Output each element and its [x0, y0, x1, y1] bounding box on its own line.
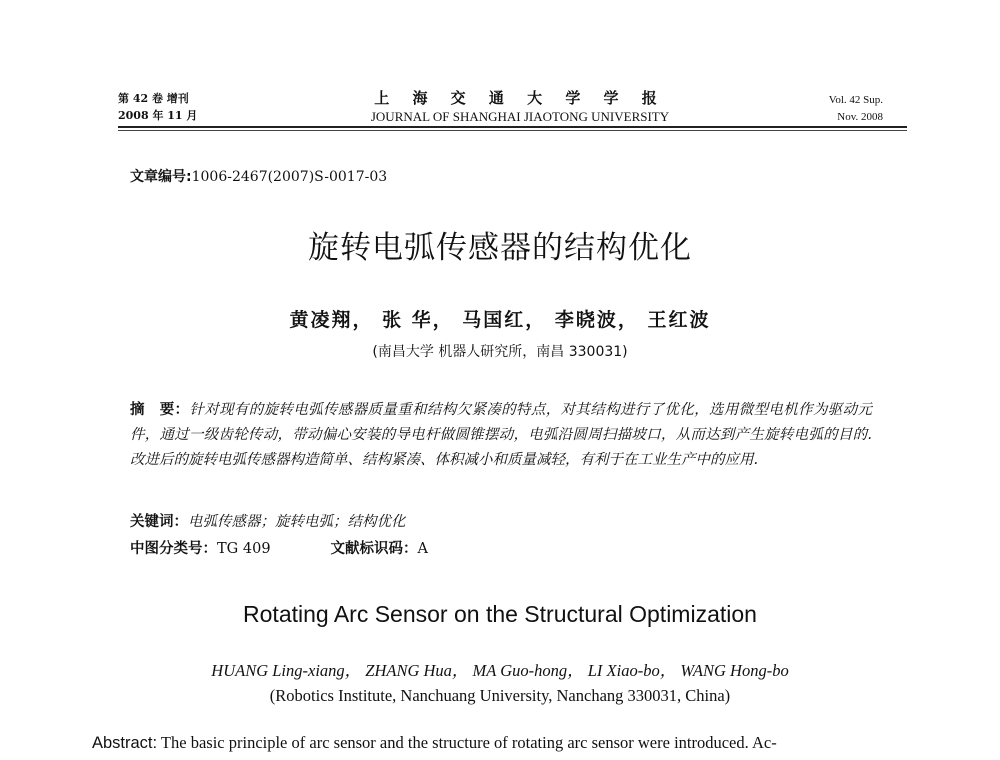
keywords-cn	[130, 510, 406, 531]
header-volume-date-en	[829, 92, 883, 126]
abstract-cn-text: 针对现有的旋转电弧传感器质量重和结构欠紧凑的特点，对其结构进行了优化，选用微型电机作为驱动元件，通过一级齿轮传动，带动偏心安装的导电杆做圆锥摆动，电弧沿圆周扫描坡口，从而达到产生旋转电弧的目的. 改进后的旋转电弧传感器构造简单、结构紧凑、体积减小和质量减轻，有利于在工业生产中的应用.	[130, 402, 872, 468]
journal-name-en: JOURNAL OF SHANGHAI JIAOTONG UNIVERSITY	[370, 109, 670, 124]
authors-cn: 黄凌翔， 张 华， 马国红， 李晓波， 王红波	[289, 309, 711, 331]
abstract-en-text: The basic principle of arc sensor and the structure of rotating arc sensor were introduced. Ac-	[157, 733, 777, 752]
title-en: Rotating Arc Sensor on the Structural Optimization	[243, 601, 757, 627]
abstract-en-label: Abstract:	[92, 734, 158, 752]
doc-code-label: 文献标识码：	[330, 541, 418, 557]
keywords-cn-label: 关键词：	[130, 514, 188, 530]
affiliation-en: (Robotics Institute, Nanchuang University, Nanchang 330031, China)	[269, 686, 731, 705]
classification-line	[130, 537, 428, 558]
doc-code-value: A	[417, 541, 429, 557]
abstract-cn-label: 摘 要：	[130, 402, 190, 418]
article-number-label: 文章编号:	[130, 169, 192, 185]
article-number	[130, 166, 387, 186]
abstract-cn	[130, 398, 872, 473]
clc-label: 中图分类号：	[130, 541, 217, 557]
journal-header	[300, 88, 740, 125]
affiliation-cn: (南昌大学 机器人研究所，南昌 330031)	[372, 344, 628, 360]
authors-en: HUANG Ling-xiang， ZHANG Hua， MA Guo-hong， LI Xiao-bo， WANG Hong-bo	[211, 661, 789, 680]
header-volume-date-cn	[118, 90, 197, 124]
header-rule-thin	[118, 130, 907, 131]
header-rule-thick	[118, 126, 907, 128]
header-date-cn: 2008 年 11 月	[118, 109, 198, 122]
header-volume-en: Vol. 42 Sup.	[828, 94, 883, 106]
keywords-cn-text: 电弧传感器；旋转电弧；结构优化	[188, 514, 406, 530]
journal-name-cn: 上 海 交 通 大 学 学 报	[374, 89, 666, 107]
clc-value: TG 409	[217, 541, 271, 557]
article-number-value: 1006-2467(2007)S-0017-03	[191, 169, 388, 185]
title-cn: 旋转电弧传感器的结构优化	[308, 230, 692, 266]
abstract-en	[92, 733, 777, 753]
header-date-en: Nov. 2008	[837, 111, 883, 123]
header-volume-cn: 第 42 卷 增刊	[118, 92, 189, 105]
